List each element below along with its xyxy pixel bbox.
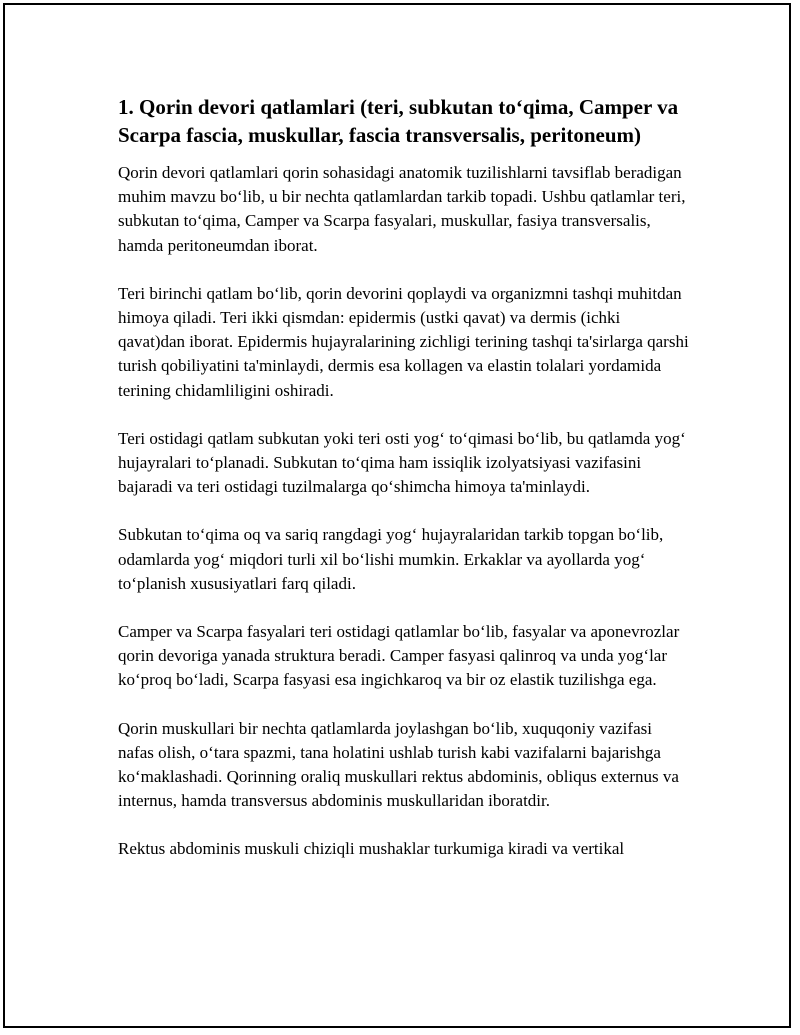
paragraph-subcutaneous-fat: Subkutan to‘qima oq va sariq rangdagi yog‘ hujayralaridan tarkib topgan bo‘lib, odamlarda yog‘ miqdori turli xil bo‘lishi mumkin. Erkaklar va ayollarda yog‘ to‘planish xususiyatlari farq qiladi.	[118, 525, 664, 593]
paragraph-subcutaneous: Teri ostidagi qatlam subkutan yoki teri osti yog‘ to‘qimasi bo‘lib, bu qatlamda yog‘ hujayralari to‘planadi. Subkutan to‘qima ham issiqlik izolyatsiyasi vazifasini bajaradi va teri ostidagi tuzilmalarga qo‘shimcha himoya ta'minlaydi.	[118, 428, 686, 497]
paragraph-camper-scarpa: Camper va Scarpa fasyalari teri ostidagi qatlamlar bo‘lib, fasyalar va aponevrozlar qorin devoriga yanada struktura beradi. Camper fasyasi qalinroq va unda yog‘lar ko‘proq bo‘ladi, Scarpa fasyasi esa ingichkaroq va bir oz elastik tuzilishga ega.	[118, 622, 680, 690]
paragraph-rectus: Rektus abdominis muskuli chiziqli mushaklar turkumiga kiradi va vertikal	[118, 839, 625, 859]
document-body	[118, 93, 690, 886]
paragraph-muscles: Qorin muskullari bir nechta qatlamlarda joylashgan bo‘lib, xuquqoniy vazifasi nafas olish, o‘tara spazmi, tana holatini ushlab turish kabi vazifalarni bajarishga ko‘maklashadi. Qorinning oraliq muskullari rektus abdominis, obliqus externus va internus, hamda transversus abdominis muskullaridan iboratdir.	[118, 718, 679, 811]
paragraph-intro: Qorin devori qatlamlari qorin sohasidagi anatomik tuzilishlarni tavsiflab beradigan muhim mavzu bo‘lib, u bir nechta qatlamlardan tarkib topadi. Ushbu qatlamlar teri, subkutan to‘qima, Camper va Scarpa fasyalari, muskullar, fasiya transversalis, hamda peritoneumdan iborat.	[118, 163, 686, 255]
section-heading: 1. Qorin devori qatlamlari (teri, subkutan to‘qima, Camper va Scarpa fascia, muskullar, fascia transversalis, peritoneum)	[118, 95, 679, 147]
paragraph-skin: Teri birinchi qatlam bo‘lib, qorin devorini qoplaydi va organizmni tashqi muhitdan himoya qiladi. Teri ikki qismdan: epidermis (ustki qavat) va dermis (ichki qavat)dan iborat. Epidermis hujayralarining zichligi terining tashqi ta'sirlarga qarshi turish qobiliyatini ta'minlaydi, dermis esa kollagen va elastin tolalari yordamida terining chidamliligini oshiradi.	[118, 283, 689, 400]
